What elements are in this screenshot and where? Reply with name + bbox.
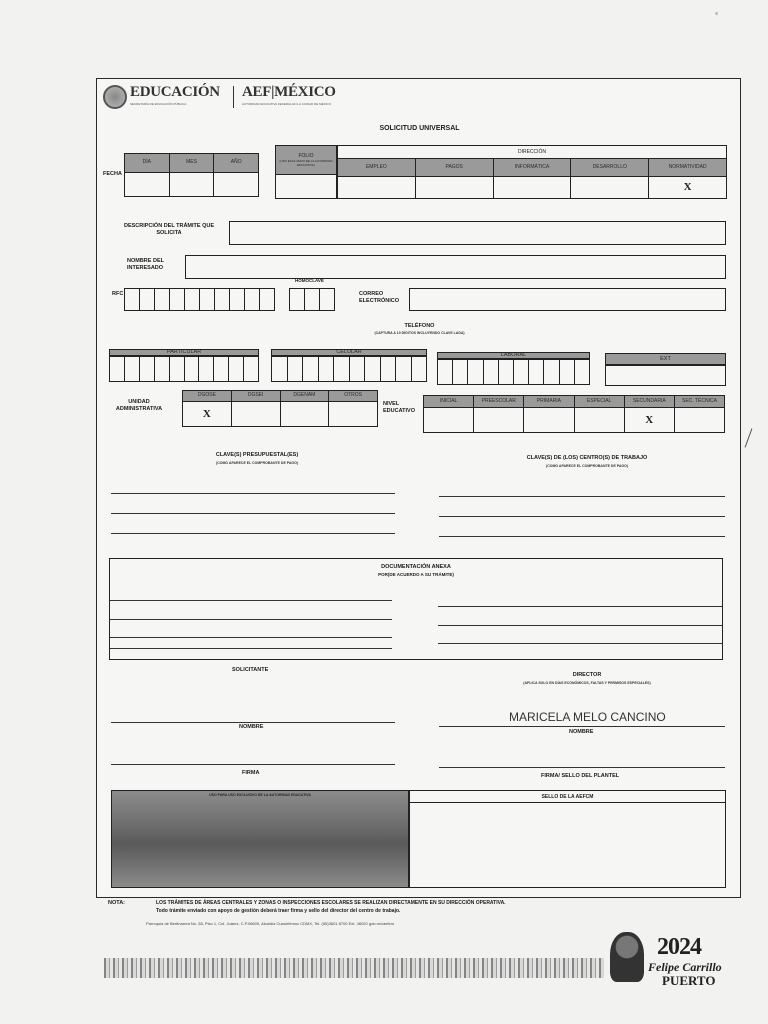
dir-normatividad-header: NORMATIVIDAD (649, 159, 726, 177)
solicitante-label: SOLICITANTE (232, 667, 269, 673)
fecha-mes-field[interactable] (170, 173, 214, 196)
nombre-interesado-field[interactable] (185, 255, 726, 279)
folio-box (275, 145, 337, 199)
tel-celular-header: CELULAR (271, 349, 427, 356)
unidad-otros-header: OTROS (329, 391, 377, 402)
stamp-year: 2024 (657, 934, 701, 960)
director-label: DIRECTOR (572, 672, 602, 678)
fecha-grid (124, 153, 259, 197)
documentacion-sub: POR(DE ACUERDO A SU TRÁMITE) (378, 572, 454, 577)
nombre-interesado-label: NOMBRE DEL INTERESADO (127, 258, 164, 272)
folio-field[interactable] (276, 175, 336, 198)
doc-line-left-1[interactable] (110, 600, 392, 601)
descripcion-field[interactable] (229, 221, 726, 245)
aefcm-subtitle: AUTORIDAD EDUCATIVA FEDERAL EN LA CIUDAD DE MÉXICO (242, 102, 331, 106)
nivel-grid (423, 395, 725, 433)
educacion-logo: EDUCACIÓN (130, 84, 220, 100)
correo-label: CORREO ELECTRÓNICO (359, 291, 400, 305)
doc-line-left-2[interactable] (110, 619, 392, 620)
doc-line-left-3[interactable] (110, 637, 392, 638)
portrait-icon (610, 932, 644, 982)
folio-label: FOLIO (298, 152, 314, 159)
educacion-subtitle: SECRETARÍA DE EDUCACIÓN PÚBLICA (130, 102, 187, 106)
nivel-preescolar-field[interactable] (474, 408, 523, 432)
doc-line-right-1[interactable] (438, 606, 722, 607)
clave-centro-label: CLAVE(S) DE (LOS) CENTRO(S) DE TRABAJO (526, 455, 648, 461)
solicitante-firma-label: FIRMA (242, 770, 260, 776)
unidad-dgenam-header: DGENAM (281, 391, 329, 402)
unidad-dgenam-field[interactable] (281, 402, 329, 427)
unidad-dgsei-header: DGSEI (232, 391, 280, 402)
uso-exclusivo-label: USO PARA USO EXCLUSIVO DE LA AUTORIDAD EDUCATIVA (209, 793, 311, 797)
clave-centro-line-3[interactable] (439, 536, 725, 537)
nivel-especial-header: ESPECIAL (575, 396, 624, 408)
fecha-dia-header: DÍA (125, 154, 169, 173)
nivel-especial-field[interactable] (575, 408, 624, 432)
direccion-table (337, 145, 727, 199)
nota-line-1: LOS TRÁMITES DE ÁREAS CENTRALES Y ZONAS O INSPECCIONES ESCOLARES SE REALIZAN DIRECTAMENTE EN SU DIRECCIÓN OPERATIVA. (156, 900, 506, 906)
unidad-grid (182, 390, 378, 427)
tel-laboral-header: LABORAL (437, 352, 590, 359)
unidad-dgose-header: DGOSE (183, 391, 231, 402)
clave-presupuestal-line-2[interactable] (111, 513, 395, 514)
direccion-label: DIRECCIÓN (338, 146, 726, 159)
dir-desarrollo-header: DESARROLLO (571, 159, 648, 177)
nivel-inicial-header: INICIAL (424, 396, 473, 408)
clave-presupuestal-sub: (COMO APARECE EL COMPROBANTE DE PAGO) (216, 461, 298, 465)
descripcion-label: DESCRIPCIÓN DEL TRÁMITE QUE SOLICITA (123, 223, 215, 237)
logo-divider (233, 86, 234, 108)
nivel-secundaria-field[interactable]: X (645, 413, 654, 426)
documentacion-label: DOCUMENTACIÓN ANEXA (381, 564, 451, 570)
director-nombre-label: NOMBRE (569, 729, 594, 735)
solicitante-nombre-label: NOMBRE (239, 724, 264, 730)
dir-informatica-field[interactable] (494, 177, 571, 198)
fecha-mes-header: MES (170, 154, 214, 173)
documentacion-box (109, 558, 723, 660)
tel-celular-field[interactable] (271, 356, 427, 382)
dir-pagos-header: PAGOS (416, 159, 493, 177)
sello-aefcm-box (409, 790, 726, 888)
dir-empleo-header: EMPLEO (338, 159, 415, 177)
director-name: MARICELA MELO CANCINO (509, 710, 666, 724)
solicitante-firma-line[interactable] (111, 764, 395, 765)
clave-presupuestal-line-3[interactable] (111, 533, 395, 534)
telefono-sub: (CAPTURA A 10 DÍGITOS INCLUYENDO CLAVE LADA) (374, 331, 465, 335)
sello-aefcm-label: SELLO DE LA AEFCM (410, 791, 725, 803)
solicitante-nombre-line[interactable] (111, 722, 395, 723)
clave-centro-line-2[interactable] (439, 516, 725, 517)
unidad-otros-field[interactable] (329, 402, 377, 427)
telefono-label: TELÉFONO (404, 323, 435, 329)
rfc-label: RFC (112, 291, 124, 297)
stamp-name-2: PUERTO (662, 973, 716, 988)
director-firma-sello-label: FIRMA/ SELLO DEL PLANTEL (541, 773, 620, 779)
tel-particular-field[interactable] (109, 356, 259, 382)
nivel-inicial-field[interactable] (424, 408, 473, 432)
nivel-sec-tecnica-field[interactable] (675, 408, 724, 432)
nivel-primaria-field[interactable] (524, 408, 573, 432)
director-firma-line[interactable] (439, 767, 725, 768)
form-title: SOLICITUD UNIVERSAL (379, 125, 460, 132)
fecha-anio-header: AÑO (214, 154, 258, 173)
dir-informatica-header: INFORMÁTICA (494, 159, 571, 177)
homoclave-field[interactable] (289, 288, 335, 311)
fecha-anio-field[interactable] (214, 173, 258, 196)
folio-sub: (USO EXCLUSIVO DE LA AUTORIDAD EDUCATIVA) (279, 158, 333, 167)
clave-centro-sub: (COMO APARECE EL COMPROBANTE DE PAGO) (546, 464, 628, 468)
stamp-name-1: Felipe Carrillo (648, 960, 722, 974)
nivel-label: NIVEL EDUCATIVO (383, 401, 415, 415)
director-sub: (APLICA SOLO EN DÍAS ECONÓMICOS, FALTAS Y PERMISOS ESPECIALES) (523, 681, 651, 685)
doc-line-right-2[interactable] (438, 625, 722, 626)
tel-particular-header: PARTICULAR (109, 349, 259, 356)
dir-empleo-field[interactable] (338, 177, 415, 198)
aefcm-logo: AEF|MÉXICO (242, 84, 336, 100)
form-page (96, 78, 741, 898)
unidad-dgose-field[interactable]: X (202, 407, 211, 420)
fecha-label: FECHA (103, 171, 122, 177)
dir-normatividad-field[interactable]: X (683, 181, 692, 194)
fecha-dia-field[interactable] (125, 173, 169, 196)
dir-desarrollo-field[interactable] (571, 177, 648, 198)
address-footer: Parroquia de Bertinarrea No. 58, Piso 1, Col. Juárez, C.P.06600, Alcaldía Cuauhtémoc CDMX, Tel. (55)3601 8700 Ext. 46020 gob.mx/aefcm (146, 921, 394, 926)
correo-field[interactable] (409, 288, 726, 311)
clave-centro-line-1[interactable] (439, 496, 725, 497)
unidad-label: UNIDAD ADMINISTRATIVA (115, 399, 163, 413)
nivel-preescolar-header: PREESCOLAR (474, 396, 523, 408)
homoclave-label: HOMOCLAVE (295, 278, 324, 283)
tel-laboral-field[interactable] (437, 359, 590, 385)
rfc-field[interactable] (124, 288, 275, 311)
nivel-secundaria-header: SECUNDARIA (625, 396, 674, 408)
direccion-grid (338, 159, 726, 198)
tel-ext-header: EXT (605, 353, 726, 365)
tel-ext-field[interactable] (605, 365, 726, 386)
scan-speck (715, 12, 718, 15)
doc-line-right-3[interactable] (438, 643, 722, 644)
director-nombre-line[interactable] (439, 726, 725, 727)
doc-line-left-4[interactable] (110, 648, 392, 649)
nivel-sec-tecnica-header: SEC. TÉCNICA (675, 396, 724, 408)
nota-line-2: Todo trámite enviado con apoyo de gestión deberá traer firma y sello del director del centro de trabajo. (156, 908, 401, 914)
unidad-dgsei-field[interactable] (232, 402, 280, 427)
scan-mark (745, 428, 753, 447)
uso-exclusivo-box (111, 790, 409, 888)
nivel-primaria-header: PRIMARIA (524, 396, 573, 408)
dir-pagos-field[interactable] (416, 177, 493, 198)
eagle-seal-icon (103, 85, 127, 109)
clave-presupuestal-label: CLAVE(S) PRESUPUESTAL(ES) (215, 452, 299, 458)
clave-presupuestal-line-1[interactable] (111, 493, 395, 494)
decorative-footer-band (104, 958, 604, 978)
nota-label: NOTA: (108, 900, 126, 906)
